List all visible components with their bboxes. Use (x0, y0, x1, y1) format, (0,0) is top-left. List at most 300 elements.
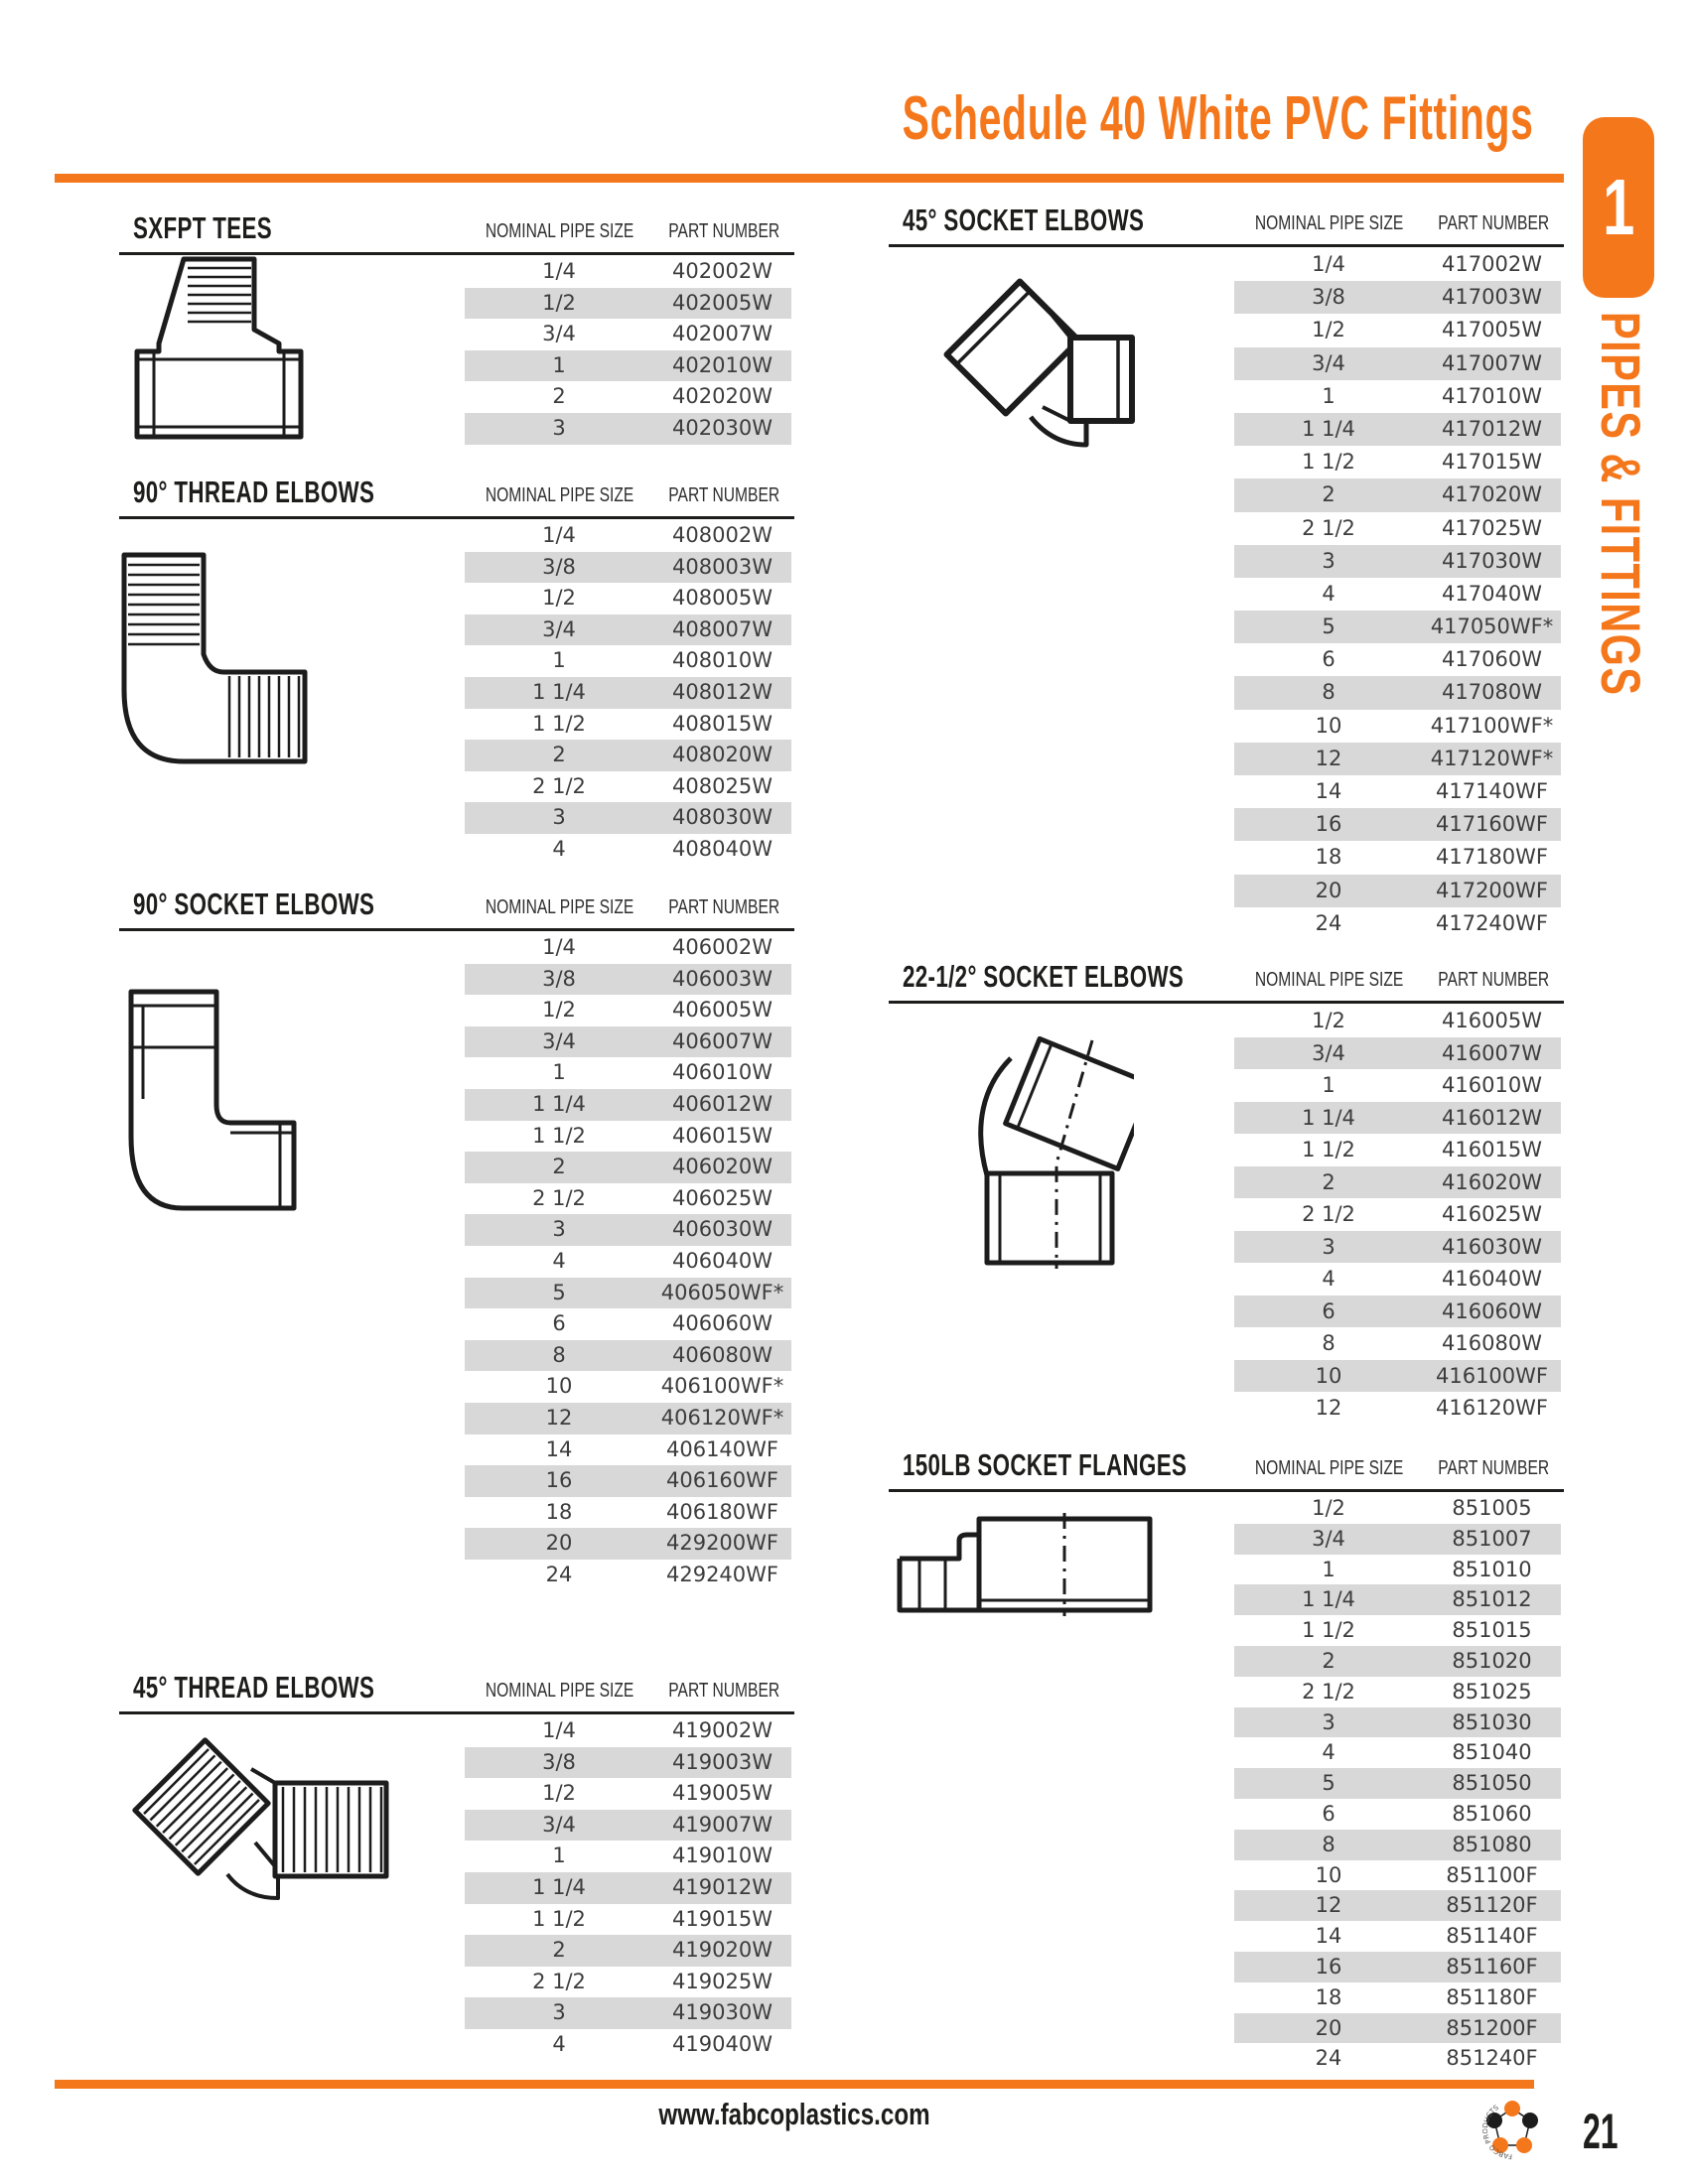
nominal-pipe-size-cell: 6 (552, 1311, 566, 1336)
nominal-pipe-size-cell: 18 (1315, 1984, 1342, 2009)
table-row (1234, 1102, 1561, 1135)
nominal-pipe-size-cell: 1/2 (542, 290, 576, 315)
table-row (1234, 1921, 1561, 1952)
nominal-pipe-size-cell: 1 1/2 (532, 1123, 586, 1148)
table-row (1234, 1615, 1561, 1646)
table-row (465, 834, 791, 866)
table-row (465, 964, 791, 996)
nominal-pipe-size-cell: 1/4 (542, 1718, 576, 1742)
nominal-pipe-size-cell: 10 (1315, 1862, 1342, 1887)
part-number-cell: 419025W (672, 1969, 773, 1993)
column-header-part: PART NUMBER (1438, 1457, 1550, 1479)
nominal-pipe-size-cell: 2 1/2 (1302, 515, 1355, 540)
part-number-cell: 419020W (672, 1938, 773, 1963)
part-number-cell: 416012W (1442, 1105, 1542, 1130)
table-row (1234, 314, 1561, 346)
top-divider-rule (55, 174, 1564, 183)
table-row (465, 2029, 791, 2061)
parts-table (465, 932, 791, 1590)
part-number-cell: 417180WF (1435, 845, 1548, 870)
nominal-pipe-size-cell: 3 (552, 2000, 566, 2025)
column-header-size: NOMINAL PIPE SIZE (485, 896, 634, 918)
table-row (465, 995, 791, 1026)
table-row (465, 802, 791, 834)
part-number-cell: 408007W (672, 616, 773, 641)
nominal-pipe-size-cell: 1 (1322, 1073, 1336, 1097)
nominal-pipe-size-cell: 5 (1322, 614, 1336, 639)
part-number-cell: 406060W (672, 1311, 773, 1336)
nominal-pipe-size-cell: 3/8 (542, 966, 576, 991)
table-row (465, 1465, 791, 1497)
part-number-cell: 408020W (672, 743, 773, 767)
table-row (1234, 875, 1561, 907)
section-title: 45° THREAD ELBOWS (133, 1670, 375, 1705)
table-row (465, 520, 791, 552)
part-number-cell: 406100WF* (660, 1374, 784, 1399)
header-rule (119, 516, 794, 519)
part-number-cell: 408025W (672, 773, 773, 798)
section-title: 90° THREAD ELBOWS (133, 475, 375, 509)
nominal-pipe-size-cell: 1 1/2 (1302, 1618, 1355, 1643)
part-number-cell: 406010W (672, 1060, 773, 1085)
nominal-pipe-size-cell: 4 (552, 2031, 566, 2056)
footer-divider-rule (55, 2080, 1534, 2089)
twentytwohalf-socket-elbow-illustration (945, 1024, 1134, 1273)
table-row (465, 1057, 791, 1089)
part-number-cell: 851025 (1452, 1679, 1532, 1704)
table-row (465, 645, 791, 677)
part-number-cell: 419003W (672, 1749, 773, 1774)
table-row (1234, 1555, 1561, 1585)
nominal-pipe-size-cell: 1 (552, 648, 566, 673)
table-row (1234, 907, 1561, 940)
part-number-cell: 851015 (1452, 1618, 1532, 1643)
nominal-pipe-size-cell: 1/2 (1312, 318, 1345, 342)
part-number-cell: 851100F (1446, 1862, 1538, 1887)
nominal-pipe-size-cell: 10 (1315, 1363, 1342, 1388)
nominal-pipe-size-cell: 4 (552, 836, 566, 861)
part-number-cell: 851240F (1446, 2046, 1538, 2071)
table-row (1234, 611, 1561, 643)
part-number-cell: 417025W (1442, 515, 1542, 540)
table-row (465, 1121, 791, 1153)
nominal-pipe-size-cell: 1 1/4 (532, 1091, 586, 1116)
part-number-cell: 416040W (1442, 1267, 1542, 1291)
table-row (1234, 1737, 1561, 1768)
nominal-pipe-size-cell: 3/4 (542, 322, 576, 346)
parts-table (465, 256, 791, 445)
table-row (1234, 808, 1561, 841)
table-row (465, 350, 791, 382)
column-header-size: NOMINAL PIPE SIZE (1254, 1457, 1404, 1479)
nominal-pipe-size-cell: 3/4 (542, 1028, 576, 1053)
nominal-pipe-size-cell: 20 (1315, 2015, 1342, 2040)
nominal-pipe-size-cell: 12 (1315, 746, 1342, 770)
table-row (1234, 1707, 1561, 1738)
part-number-cell: 851180F (1446, 1984, 1538, 2009)
table-row (1234, 545, 1561, 578)
nominal-pipe-size-cell: 1 1/4 (1302, 1587, 1355, 1612)
ninety-thread-elbow-illustration (114, 551, 308, 784)
table-row (465, 552, 791, 584)
part-number-cell: 417005W (1442, 318, 1542, 342)
nominal-pipe-size-cell: 2 (1322, 1648, 1336, 1673)
nominal-pipe-size-cell: 3/4 (1312, 350, 1345, 375)
nominal-pipe-size-cell: 1 1/2 (532, 1906, 586, 1931)
section-title: 22-1/2° SOCKET ELBOWS (903, 959, 1185, 994)
part-number-cell: 851040 (1452, 1740, 1532, 1765)
nominal-pipe-size-cell: 2 (1322, 1169, 1336, 1194)
nominal-pipe-size-cell: 3 (552, 1217, 566, 1242)
nominal-pipe-size-cell: 3/4 (542, 616, 576, 641)
part-number-cell: 406140WF (665, 1436, 778, 1461)
table-row (465, 1715, 791, 1747)
table-row (465, 1246, 791, 1278)
part-number-cell: 417240WF (1435, 910, 1548, 935)
table-row (465, 1278, 791, 1309)
fortyfive-thread-elbow-illustration (124, 1725, 392, 1919)
header-rule (119, 252, 794, 255)
nominal-pipe-size-cell: 1/2 (542, 1781, 576, 1806)
part-number-cell: 417140WF (1435, 779, 1548, 803)
part-number-cell: 406007W (672, 1028, 773, 1053)
table-row (1234, 1584, 1561, 1615)
part-number-cell: 402020W (672, 384, 773, 409)
part-number-cell: 851010 (1452, 1557, 1532, 1581)
parts-table (1234, 248, 1561, 940)
table-row (465, 319, 791, 350)
table-row (1234, 2043, 1561, 2074)
nominal-pipe-size-cell: 8 (1322, 1331, 1336, 1355)
table-row (1234, 478, 1561, 511)
part-number-cell: 851020 (1452, 1648, 1532, 1673)
table-row (1234, 1296, 1561, 1328)
table-row (465, 1497, 791, 1529)
table-row (1234, 413, 1561, 446)
nominal-pipe-size-cell: 8 (552, 1342, 566, 1367)
part-number-cell: 416120WF (1435, 1396, 1548, 1420)
socket-flange-illustration (894, 1513, 1157, 1624)
nominal-pipe-size-cell: 1 (552, 1060, 566, 1085)
part-number-cell: 851060 (1452, 1801, 1532, 1826)
part-number-cell: 419040W (672, 2031, 773, 2056)
part-number-cell: 406005W (672, 998, 773, 1023)
table-row (465, 740, 791, 771)
part-number-cell: 408005W (672, 586, 773, 611)
part-number-cell: 406180WF (665, 1499, 778, 1524)
nominal-pipe-size-cell: 2 (552, 384, 566, 409)
chapter-number: 1 (1602, 163, 1635, 251)
part-number-cell: 419012W (672, 1874, 773, 1899)
table-row (1234, 1830, 1561, 1860)
page-title: Schedule 40 White PVC Fittings (903, 84, 1534, 153)
part-number-cell: 408002W (672, 523, 773, 547)
nominal-pipe-size-cell: 20 (545, 1531, 573, 1556)
nominal-pipe-size-cell: 1 1/4 (532, 679, 586, 704)
part-number-cell: 417003W (1442, 285, 1542, 310)
part-number-cell: 851030 (1452, 1709, 1532, 1734)
part-number-cell: 406015W (672, 1123, 773, 1148)
table-row (1234, 281, 1561, 314)
table-row (465, 771, 791, 803)
column-header-size: NOMINAL PIPE SIZE (485, 1680, 634, 1702)
part-number-cell: 429200WF (665, 1531, 778, 1556)
nominal-pipe-size-cell: 14 (1315, 779, 1342, 803)
table-row (1234, 710, 1561, 743)
part-number-cell: 406030W (672, 1217, 773, 1242)
column-header-size: NOMINAL PIPE SIZE (1254, 212, 1404, 234)
nominal-pipe-size-cell: 3/4 (542, 1812, 576, 1837)
nominal-pipe-size-cell: 2 1/2 (1302, 1202, 1355, 1226)
section-title: SXFPT TEES (133, 210, 273, 245)
sxfpt-tee-illustration (132, 256, 306, 445)
nominal-pipe-size-cell: 16 (545, 1468, 573, 1493)
header-rule (889, 1489, 1564, 1492)
table-row (465, 1403, 791, 1434)
part-number-cell: 402030W (672, 415, 773, 440)
part-number-cell: 419030W (672, 2000, 773, 2025)
nominal-pipe-size-cell: 14 (1315, 1924, 1342, 1949)
part-number-cell: 406160WF (665, 1468, 778, 1493)
table-row (1234, 578, 1561, 611)
part-number-cell: 416007W (1442, 1040, 1542, 1065)
nominal-pipe-size-cell: 1/2 (542, 998, 576, 1023)
table-row (465, 1371, 791, 1403)
table-row (1234, 1005, 1561, 1037)
part-number-cell: 406120WF* (660, 1405, 784, 1430)
part-number-cell: 406080W (672, 1342, 773, 1367)
table-row (1234, 1799, 1561, 1830)
part-number-cell: 408010W (672, 648, 773, 673)
part-number-cell: 408015W (672, 711, 773, 736)
nominal-pipe-size-cell: 12 (1315, 1893, 1342, 1918)
part-number-cell: 851007 (1452, 1526, 1532, 1551)
nominal-pipe-size-cell: 3/8 (542, 1749, 576, 1774)
part-number-cell: 408003W (672, 554, 773, 579)
part-number-cell: 417015W (1442, 450, 1542, 475)
part-number-cell: 417030W (1442, 548, 1542, 573)
nominal-pipe-size-cell: 1 1/4 (1302, 416, 1355, 441)
part-number-cell: 851120F (1446, 1893, 1538, 1918)
part-number-cell: 851050 (1452, 1771, 1532, 1796)
part-number-cell: 417080W (1442, 680, 1542, 705)
nominal-pipe-size-cell: 1/2 (542, 586, 576, 611)
table-row (1234, 1327, 1561, 1360)
part-number-cell: 417007W (1442, 350, 1542, 375)
part-number-cell: 416060W (1442, 1298, 1542, 1323)
table-row (465, 1528, 791, 1560)
table-row (465, 288, 791, 320)
table-row (1234, 1768, 1561, 1799)
header-rule (119, 928, 794, 931)
table-row (465, 1434, 791, 1466)
fortyfive-socket-elbow-illustration (931, 266, 1135, 470)
parts-table (465, 520, 791, 866)
table-row (465, 1152, 791, 1183)
nominal-pipe-size-cell: 1 1/4 (1302, 1105, 1355, 1130)
page-number: 21 (1583, 2104, 1618, 2159)
nominal-pipe-size-cell: 24 (1315, 2046, 1342, 2071)
part-number-cell: 419005W (672, 1781, 773, 1806)
column-header-part: PART NUMBER (668, 220, 780, 242)
nominal-pipe-size-cell: 1 1/2 (1302, 450, 1355, 475)
table-row (1234, 1952, 1561, 1982)
column-header-part: PART NUMBER (1438, 212, 1550, 234)
nominal-pipe-size-cell: 16 (1315, 812, 1342, 837)
logo-text: FABCO PRODUCTS (1480, 2104, 1513, 2161)
table-row (1234, 841, 1561, 874)
table-row (465, 1810, 791, 1842)
table-row (465, 1778, 791, 1810)
nominal-pipe-size-cell: 20 (1315, 878, 1342, 902)
nominal-pipe-size-cell: 2 (1322, 482, 1336, 507)
part-number-cell: 851160F (1446, 1954, 1538, 1979)
column-header-size: NOMINAL PIPE SIZE (485, 220, 634, 242)
nominal-pipe-size-cell: 2 (552, 743, 566, 767)
part-number-cell: 851140F (1446, 1924, 1538, 1949)
nominal-pipe-size-cell: 14 (545, 1436, 573, 1461)
table-row (1234, 1524, 1561, 1555)
nominal-pipe-size-cell: 24 (545, 1562, 573, 1586)
section-title: 150LB SOCKET FLANGES (903, 1447, 1188, 1482)
nominal-pipe-size-cell: 1 (552, 352, 566, 377)
table-row (1234, 512, 1561, 545)
nominal-pipe-size-cell: 3 (1322, 1234, 1336, 1259)
table-row (1234, 1166, 1561, 1199)
part-number-cell: 417060W (1442, 647, 1542, 672)
table-row (1234, 1069, 1561, 1102)
part-number-cell: 417002W (1442, 252, 1542, 276)
nominal-pipe-size-cell: 16 (1315, 1954, 1342, 1979)
part-number-cell: 417120WF* (1430, 746, 1554, 770)
nominal-pipe-size-cell: 1/2 (1312, 1009, 1345, 1032)
table-row (465, 1214, 791, 1246)
table-row (465, 256, 791, 288)
table-row (465, 1560, 791, 1591)
table-row (1234, 347, 1561, 380)
nominal-pipe-size-cell: 1/2 (1312, 1496, 1345, 1520)
table-row (1234, 380, 1561, 413)
nominal-pipe-size-cell: 4 (1322, 581, 1336, 606)
nominal-pipe-size-cell: 1/4 (542, 523, 576, 547)
table-row (465, 1997, 791, 2029)
part-number-cell: 417100WF* (1430, 713, 1554, 738)
section-title: 45° SOCKET ELBOWS (903, 203, 1145, 237)
table-row (1234, 446, 1561, 478)
section-title: 90° SOCKET ELBOWS (133, 887, 375, 921)
part-number-cell: 416030W (1442, 1234, 1542, 1259)
header-rule (889, 1001, 1564, 1004)
website-link[interactable]: www.fabcoplastics.com (658, 2097, 930, 2131)
nominal-pipe-size-cell: 2 1/2 (532, 1185, 586, 1210)
nominal-pipe-size-cell: 1 (552, 1843, 566, 1868)
nominal-pipe-size-cell: 1/4 (542, 259, 576, 283)
part-number-cell: 417160WF (1435, 812, 1548, 837)
part-number-cell: 406040W (672, 1248, 773, 1273)
parts-table (465, 1715, 791, 2061)
table-row (1234, 1231, 1561, 1264)
part-number-cell: 851080 (1452, 1832, 1532, 1856)
table-row (465, 614, 791, 646)
nominal-pipe-size-cell: 3/8 (542, 554, 576, 579)
nominal-pipe-size-cell: 18 (1315, 845, 1342, 870)
nominal-pipe-size-cell: 4 (1322, 1740, 1336, 1765)
nominal-pipe-size-cell: 3/8 (1312, 285, 1345, 310)
part-number-cell: 417012W (1442, 416, 1542, 441)
nominal-pipe-size-cell: 3 (552, 805, 566, 830)
nominal-pipe-size-cell: 1 1/2 (1302, 1138, 1355, 1161)
column-header-part: PART NUMBER (668, 896, 780, 918)
part-number-cell: 402005W (672, 290, 773, 315)
table-row (465, 1089, 791, 1121)
nominal-pipe-size-cell: 5 (552, 1280, 566, 1304)
part-number-cell: 406003W (672, 966, 773, 991)
part-number-cell: 402002W (672, 259, 773, 283)
part-number-cell: 417020W (1442, 482, 1542, 507)
column-header-size: NOMINAL PIPE SIZE (485, 484, 634, 506)
parts-table (1234, 1005, 1561, 1425)
header-rule (889, 244, 1564, 247)
nominal-pipe-size-cell: 3 (1322, 1709, 1336, 1734)
part-number-cell: 419007W (672, 1812, 773, 1837)
part-number-cell: 417050WF* (1430, 614, 1554, 639)
part-number-cell: 406050WF* (660, 1280, 784, 1304)
table-row (465, 1340, 791, 1372)
part-number-cell: 408030W (672, 805, 773, 830)
part-number-cell: 417200WF (1435, 878, 1548, 902)
part-number-cell: 406020W (672, 1155, 773, 1179)
nominal-pipe-size-cell: 2 1/2 (532, 1969, 586, 1993)
part-number-cell: 408040W (672, 836, 773, 861)
table-row (1234, 643, 1561, 676)
nominal-pipe-size-cell: 2 1/2 (532, 773, 586, 798)
table-row (1234, 1890, 1561, 1921)
table-row (1234, 775, 1561, 808)
nominal-pipe-size-cell: 6 (1322, 1801, 1336, 1826)
part-number-cell: 416015W (1442, 1138, 1542, 1161)
column-header-part: PART NUMBER (668, 1680, 780, 1702)
part-number-cell: 406025W (672, 1185, 773, 1210)
table-row (1234, 1134, 1561, 1166)
nominal-pipe-size-cell: 8 (1322, 680, 1336, 705)
nominal-pipe-size-cell: 2 1/2 (1302, 1679, 1355, 1704)
part-number-cell: 416100WF (1435, 1363, 1548, 1388)
part-number-cell: 416020W (1442, 1169, 1542, 1194)
nominal-pipe-size-cell: 10 (545, 1374, 573, 1399)
nominal-pipe-size-cell: 1 (1322, 383, 1336, 408)
nominal-pipe-size-cell: 1/4 (1312, 252, 1345, 276)
nominal-pipe-size-cell: 3 (1322, 548, 1336, 573)
nominal-pipe-size-cell: 12 (1315, 1396, 1342, 1420)
nominal-pipe-size-cell: 1 1/4 (532, 1874, 586, 1899)
nominal-pipe-size-cell: 6 (1322, 1298, 1336, 1323)
nominal-pipe-size-cell: 24 (1315, 910, 1342, 935)
table-row (1234, 2013, 1561, 2044)
table-row (465, 1967, 791, 1998)
part-number-cell: 851200F (1446, 2015, 1538, 2040)
nominal-pipe-size-cell: 12 (545, 1405, 573, 1430)
part-number-cell: 417040W (1442, 581, 1542, 606)
nominal-pipe-size-cell: 4 (1322, 1267, 1336, 1291)
table-row (465, 583, 791, 614)
table-row (1234, 1198, 1561, 1231)
part-number-cell: 406012W (672, 1091, 773, 1116)
nominal-pipe-size-cell: 1 1/2 (532, 711, 586, 736)
part-number-cell: 416080W (1442, 1331, 1542, 1355)
table-row (465, 932, 791, 964)
part-number-cell: 419010W (672, 1843, 773, 1868)
table-row (1234, 1493, 1561, 1524)
